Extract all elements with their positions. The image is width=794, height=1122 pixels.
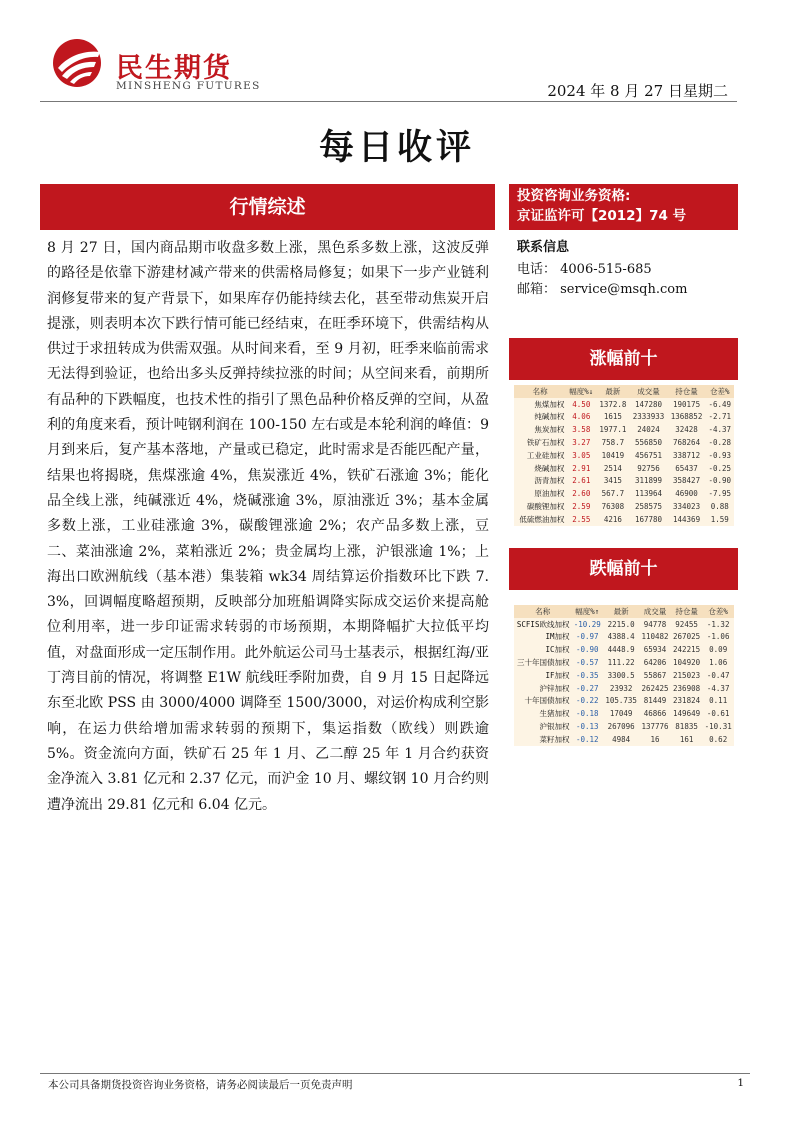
table-row (514, 423, 734, 436)
table-cell: 2.61 (566, 475, 596, 488)
table-cell: 64206 (639, 656, 671, 669)
column-header: 最新 (603, 605, 639, 618)
table-cell: 55867 (639, 669, 671, 682)
table-cell: 147280 (630, 398, 668, 411)
table-cell: 215023 (671, 669, 703, 682)
table-cell: 231824 (671, 695, 703, 708)
table-cell: 4388.4 (603, 631, 639, 644)
table-cell: 144369 (668, 513, 706, 526)
table-cell: 338712 (668, 449, 706, 462)
table-cell: -0.12 (571, 733, 603, 746)
license-number: 京证监许可【2012】74 号 (517, 208, 687, 224)
table-row (514, 695, 734, 708)
table-cell: 556850 (630, 436, 668, 449)
column-header: 名称 (514, 385, 566, 398)
table-row (514, 720, 734, 733)
contract-name: IF加权 (514, 669, 571, 682)
table-cell: -7.95 (706, 487, 734, 500)
top-losers-heading: 跌幅前十 (509, 548, 738, 590)
table-cell: 3.27 (566, 436, 596, 449)
contract-name: 烧碱加权 (514, 462, 566, 475)
contract-name: 沪银加权 (514, 720, 571, 733)
table-cell: 768264 (668, 436, 706, 449)
table-cell: -0.22 (571, 695, 603, 708)
table-cell: 10419 (596, 449, 629, 462)
table-cell: 16 (639, 733, 671, 746)
table-cell: 137776 (639, 720, 671, 733)
table-cell: 4984 (603, 733, 639, 746)
footer-divider (40, 1073, 750, 1074)
table-cell: 1977.1 (596, 423, 629, 436)
table-cell: -0.13 (571, 720, 603, 733)
contract-name: IC加权 (514, 643, 571, 656)
table-cell: -0.25 (706, 462, 734, 475)
table-cell: 94778 (639, 618, 671, 631)
contract-name: 沥青加权 (514, 475, 566, 488)
table-cell: -4.37 (702, 682, 734, 695)
column-header: 名称 (514, 605, 571, 618)
table-cell: 1615 (596, 411, 629, 424)
table-cell: 2333933 (630, 411, 668, 424)
table-cell: 0.11 (702, 695, 734, 708)
table-cell: 46900 (668, 487, 706, 500)
table-cell: 358427 (668, 475, 706, 488)
contract-name: 十年国债加权 (514, 695, 571, 708)
contact-title: 联系信息 (517, 240, 570, 255)
table-row (514, 631, 734, 644)
table-cell: 2215.0 (603, 618, 639, 631)
table-cell: 111.22 (603, 656, 639, 669)
contract-name: 铁矿石加权 (514, 436, 566, 449)
section-heading: 行情综述 (40, 184, 495, 230)
table-cell: 0.09 (702, 643, 734, 656)
table-cell: 3.05 (566, 449, 596, 462)
page-title: 每日收评 (318, 128, 475, 168)
table-cell: 110482 (639, 631, 671, 644)
table-row (514, 707, 734, 720)
table-row (514, 487, 734, 500)
contract-name: SCFIS欧线加权 (514, 618, 571, 631)
table-cell: 267025 (671, 631, 703, 644)
qualification-box (509, 184, 738, 230)
table-cell: 104920 (671, 656, 703, 669)
minsheng-logo-icon (50, 38, 104, 88)
header-divider (40, 101, 737, 102)
table-cell: -0.93 (706, 449, 734, 462)
contract-name: 低硫燃油加权 (514, 513, 566, 526)
table-cell: 267096 (603, 720, 639, 733)
column-header: 仓差% (702, 605, 734, 618)
brand-name-english: MINSHENG FUTURES (116, 80, 261, 92)
table-row (514, 513, 734, 526)
table-cell: 17049 (603, 707, 639, 720)
table-cell: 105.735 (603, 695, 639, 708)
table-cell: 311899 (630, 475, 668, 488)
top-losers-table (514, 605, 734, 746)
footer-disclaimer: 本公司具备期货投资咨询业务资格，请务必阅读最后一页免责声明 (48, 1079, 353, 1091)
table-row (514, 398, 734, 411)
table-cell: 758.7 (596, 436, 629, 449)
column-header: 仓差% (706, 385, 734, 398)
table-cell: 0.62 (702, 733, 734, 746)
table-row (514, 669, 734, 682)
table-cell: 334023 (668, 500, 706, 513)
table-cell: -0.61 (702, 707, 734, 720)
table-cell: -0.57 (571, 656, 603, 669)
table-row (514, 682, 734, 695)
top-gainers-table (514, 385, 734, 526)
contract-name: 生猪加权 (514, 707, 571, 720)
table-cell: 3300.5 (603, 669, 639, 682)
table-cell: 92756 (630, 462, 668, 475)
table-cell: 76308 (596, 500, 629, 513)
contract-name: 碳酸锂加权 (514, 500, 566, 513)
table-cell: 258575 (630, 500, 668, 513)
table-cell: 567.7 (596, 487, 629, 500)
table-cell: 1368852 (668, 411, 706, 424)
contact-email[interactable]: 邮箱： service@msqh.com (517, 282, 688, 297)
table-cell: -1.32 (702, 618, 734, 631)
column-header: 成交量 (639, 605, 671, 618)
table-cell: 4.50 (566, 398, 596, 411)
table-row (514, 436, 734, 449)
contract-name: 焦煤加权 (514, 398, 566, 411)
table-header-row (514, 605, 734, 618)
report-date: 2024 年 8 月 27 日星期二 (547, 82, 728, 100)
table-cell: -2.71 (706, 411, 734, 424)
table-cell: -0.18 (571, 707, 603, 720)
table-cell: 161 (671, 733, 703, 746)
table-cell: -0.27 (571, 682, 603, 695)
table-cell: 24024 (630, 423, 668, 436)
table-cell: 4216 (596, 513, 629, 526)
contract-name: 沪锌加权 (514, 682, 571, 695)
table-cell: 149649 (671, 707, 703, 720)
table-cell: 190175 (668, 398, 706, 411)
table-cell: 167780 (630, 513, 668, 526)
table-cell: -6.49 (706, 398, 734, 411)
table-row (514, 643, 734, 656)
table-cell: 1.06 (702, 656, 734, 669)
table-cell: 3415 (596, 475, 629, 488)
table-cell: 65437 (668, 462, 706, 475)
table-cell: 2.91 (566, 462, 596, 475)
table-row (514, 411, 734, 424)
table-row (514, 449, 734, 462)
table-cell: 2514 (596, 462, 629, 475)
contract-name: 焦炭加权 (514, 423, 566, 436)
table-cell: 1372.8 (596, 398, 629, 411)
table-row (514, 500, 734, 513)
table-cell: 23932 (603, 682, 639, 695)
brand-name: 民生期货 (116, 53, 232, 84)
table-cell: -0.90 (706, 475, 734, 488)
table-cell: 32428 (668, 423, 706, 436)
table-cell: 81835 (671, 720, 703, 733)
table-cell: -0.35 (571, 669, 603, 682)
table-cell: -0.28 (706, 436, 734, 449)
table-row (514, 462, 734, 475)
column-header: 持仓量 (671, 605, 703, 618)
contract-name: 菜籽加权 (514, 733, 571, 746)
contract-name: 纯碱加权 (514, 411, 566, 424)
table-cell: 81449 (639, 695, 671, 708)
table-cell: 3.58 (566, 423, 596, 436)
table-cell: -4.37 (706, 423, 734, 436)
column-header: 幅度%↑ (571, 605, 603, 618)
table-row (514, 475, 734, 488)
column-header: 最新 (596, 385, 629, 398)
column-header: 成交量 (630, 385, 668, 398)
table-cell: 92455 (671, 618, 703, 631)
table-row (514, 733, 734, 746)
table-cell: 4.06 (566, 411, 596, 424)
contract-name: 工业硅加权 (514, 449, 566, 462)
table-cell: 1.59 (706, 513, 734, 526)
contract-name: 三十年国债加权 (514, 656, 571, 669)
table-cell: 65934 (639, 643, 671, 656)
table-row (514, 656, 734, 669)
table-cell: -0.90 (571, 643, 603, 656)
table-cell: 0.88 (706, 500, 734, 513)
table-cell: 113964 (630, 487, 668, 500)
table-cell: 2.60 (566, 487, 596, 500)
table-cell: 242215 (671, 643, 703, 656)
contract-name: IM加权 (514, 631, 571, 644)
table-cell: 4448.9 (603, 643, 639, 656)
column-header: 幅度%↓ (566, 385, 596, 398)
table-cell: -10.31 (702, 720, 734, 733)
table-cell: 2.55 (566, 513, 596, 526)
table-cell: -1.06 (702, 631, 734, 644)
table-cell: 262425 (639, 682, 671, 695)
table-cell: 236908 (671, 682, 703, 695)
table-cell: 456751 (630, 449, 668, 462)
page-number: 1 (737, 1077, 744, 1089)
top-gainers-heading: 涨幅前十 (509, 338, 738, 380)
table-cell: -10.29 (571, 618, 603, 631)
contract-name: 原油加权 (514, 487, 566, 500)
qualification-line: 投资咨询业务资格: (517, 188, 631, 204)
table-row (514, 618, 734, 631)
market-summary-text: 8 月 27 日，国内商品期市收盘多数上涨，黑色系多数上涨，这波反弹的路径是依靠下游建材减产带来的供需格局修复；如果下一步产业链利润修复带来的复产背景下，如果库存仍能持续去化，甚至带动焦炭开启提涨，则表明本次下跌行情可能已经结束，在旺季环境下，供需结构从供过于求扭转成为供需双强。从时间来看，至 9 月初，旺季来临前需求无法得到验证，也给出多头反弹持续拉涨的时间；从空间来看，前期所有品种的下跌幅度，也技术性的指引了黑色品种价格反弹的空间，从盈利的角度来看，预计吨钢利润在 100-150 左右或是本轮利润的峰值：9 月到来后，复产基本落地，产量或已稳定，此时需求是否能匹配产量，结果也将揭晓，焦煤涨逾 4%，焦炭涨近 4%，铁矿石涨逾 3%；能化品全线上涨，纯碱涨近 4%，烧碱涨逾 3%，原油涨近 3%；基本金属多数上涨，工业硅涨逾 3%，碳酸锂涨逾 2%；农产品多数上涨，豆二、菜油涨逾 2%，菜粕涨近 2%；贵金属均上涨，沪银涨逾 1%；上海出口欧洲航线（基本港）集装箱 wk34 周结算运价指数环比下跌 7.3%，回调幅度略超预期，反映部分加班船调降实际成交运价来提高舱位利用率，进一步印证需求转弱的市场预期，本期降幅扩大拉低平均值，对盘面形成一定压制作用。此外航运公司马士基表示，根据红海/亚丁湾目前的情况，将调整 E1W 航线旺季附加费，自 9 月 15 日起降远东至北欧 PSS 由 3000/4000 调降至 1500/3000，对运价构成利空影响，在运力供给增加需求转弱的预期下，集运指数（欧线）则跌逾 5%。资金流向方面，铁矿石 25 年 1 月、乙二醇 25 年 1 月合约获资金净流入 3.81 亿元和 2.37 亿元，而沪金 10 月、螺纹钢 10 月合约则遭净流出 29.81 亿元和 6.04 亿元。 (47, 240, 489, 813)
table-cell: 2.59 (566, 500, 596, 513)
table-cell: 46866 (639, 707, 671, 720)
column-header: 持仓量 (668, 385, 706, 398)
table-header-row (514, 385, 734, 398)
contact-phone: 电话： 4006-515-685 (517, 262, 652, 277)
table-cell: -0.97 (571, 631, 603, 644)
table-cell: -0.47 (702, 669, 734, 682)
